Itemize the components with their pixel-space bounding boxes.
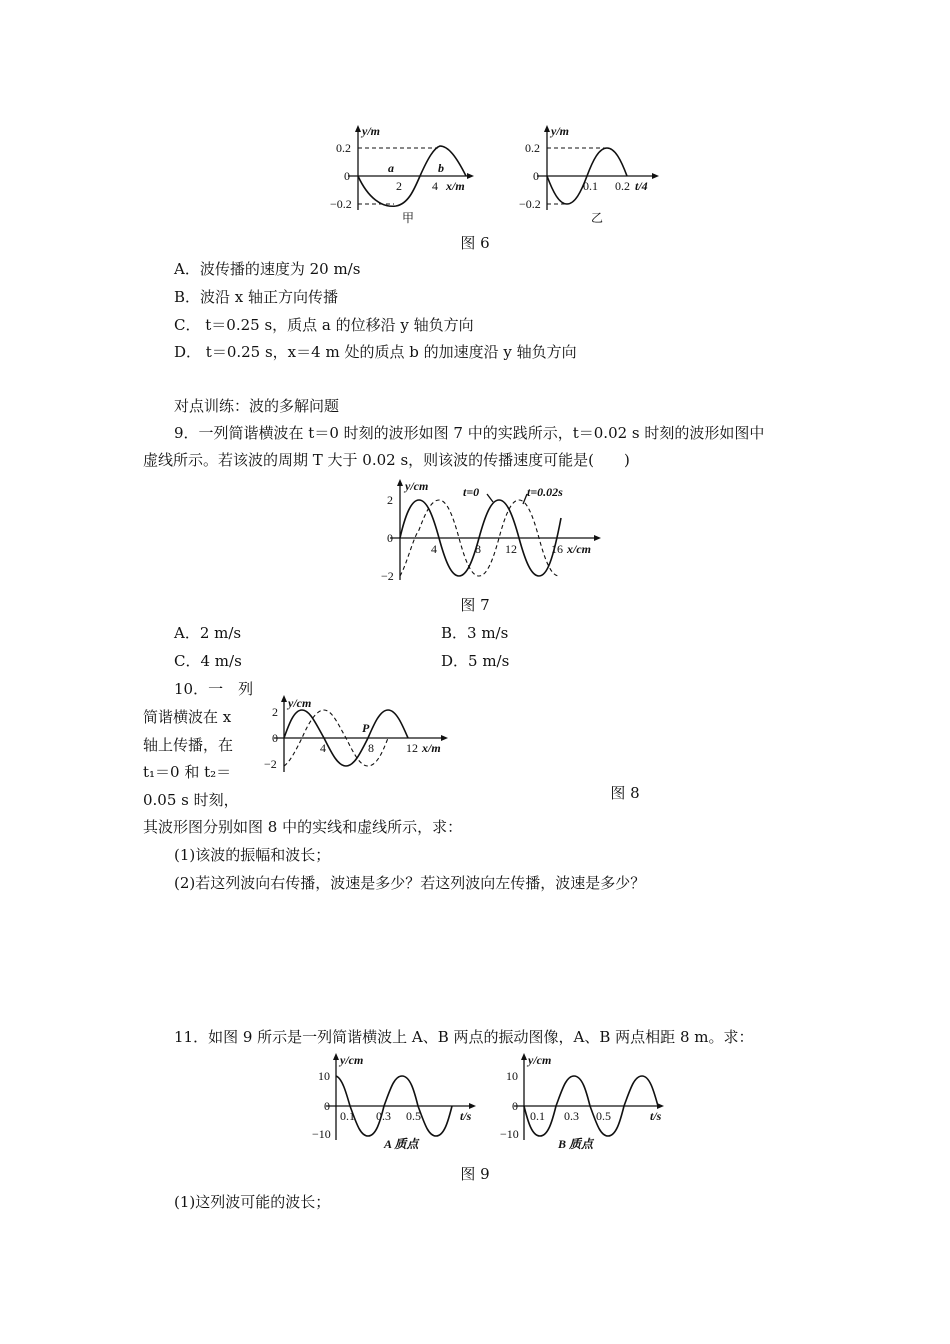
point-p-label: P: [362, 721, 370, 735]
graph-label-b: B 质点: [558, 1137, 594, 1151]
q10-stem-line-4: t₁＝0 和 t₂＝: [143, 763, 232, 781]
y-axis-label: y/cm: [405, 479, 429, 493]
y-top-label: 2: [272, 705, 278, 719]
graph-label-jia: 甲: [402, 211, 415, 225]
t-axis-label: t/4: [635, 179, 648, 193]
t-tick-0.3: 0.3: [564, 1109, 579, 1123]
y-zero-label: 0: [533, 169, 539, 183]
y-axis-label: y/m: [362, 124, 380, 138]
y-top-label: 0.2: [525, 141, 540, 155]
y-bottom-label: −10: [500, 1127, 519, 1141]
y-top-label: 10: [506, 1069, 518, 1083]
y-axis-label: y/cm: [288, 696, 312, 710]
x-tick-4: 4: [431, 542, 437, 556]
q10-stem-line-1: 10．一 列: [174, 680, 254, 698]
point-a-label: a: [388, 161, 394, 175]
y-bottom-label: −0.2: [519, 197, 541, 211]
y-zero-label: 0: [344, 169, 350, 183]
t-tick-0.3: 0.3: [376, 1109, 391, 1123]
figure-8-graph: [262, 694, 462, 776]
t-tick-0.1: 0.1: [340, 1109, 355, 1123]
section-title: 对点训练：波的多解问题: [174, 397, 340, 415]
t-tick-0.5: 0.5: [596, 1109, 611, 1123]
x-tick-8: 8: [368, 741, 374, 755]
y-zero-label: 0: [272, 731, 278, 745]
t-tick-0.2: 0.2: [615, 179, 630, 193]
q10-stem-line-2: 简谐横波在 x: [143, 708, 232, 726]
figure-9-a-graph: [312, 1052, 487, 1152]
x-tick-8: 8: [475, 542, 481, 556]
y-bottom-label: −10: [312, 1127, 331, 1141]
t-tick-0.1: 0.1: [530, 1109, 545, 1123]
q8-option-d: D． t＝0.25 s，x＝4 m 处的质点 b 的加速度沿 y 轴负方向: [174, 343, 577, 361]
x-tick-16: 16: [551, 542, 563, 556]
point-b-label: b: [438, 161, 444, 175]
q10-sub-question-1: (1)该波的振幅和波长；: [174, 846, 331, 864]
q10-sub-question-2: (2)若这列波向右传播，波速是多少？若这列波向左传播，波速是多少？: [174, 874, 646, 892]
x-axis-label: x/m: [422, 741, 441, 755]
graph-label-yi: 乙: [591, 211, 604, 225]
y-zero-label: 0: [324, 1099, 330, 1113]
q10-stem-line-3: 轴上传播，在: [143, 736, 234, 754]
figure-6-left-graph: [328, 122, 478, 227]
x-axis-label: x/m: [446, 179, 465, 193]
solid-curve-label: t=0: [463, 485, 480, 499]
q9-option-c: C．4 m/s: [174, 652, 242, 670]
q10-stem-line-6: 其波形图分别如图 8 中的实线和虚线所示，求：: [143, 818, 463, 836]
y-top-label: 2: [387, 493, 393, 507]
q9-option-d: D．5 m/s: [441, 652, 510, 670]
y-top-label: 10: [318, 1069, 330, 1083]
q8-option-a: A．波传播的速度为 20 m/s: [174, 260, 361, 278]
y-bottom-label: −2: [264, 757, 277, 771]
y-axis-label: y/cm: [528, 1053, 552, 1067]
q11-sub-question-1: (1)这列波可能的波长；: [174, 1193, 331, 1211]
q9-option-a: A．2 m/s: [174, 624, 242, 642]
graph-label-a: A 质点: [384, 1137, 419, 1151]
y-axis-label: y/m: [551, 124, 569, 138]
q8-option-c: C． t＝0.25 s，质点 a 的位移沿 y 轴负方向: [174, 316, 474, 334]
t-axis-label: t/s: [460, 1109, 472, 1123]
x-axis-label: x/cm: [567, 542, 591, 556]
x-tick-12: 12: [505, 542, 517, 556]
figure-9-caption: 图 9: [460, 1165, 490, 1183]
x-tick-4: 4: [320, 741, 326, 755]
y-top-label: 0.2: [336, 141, 351, 155]
y-axis-label: y/cm: [340, 1053, 364, 1067]
dashed-curve-label: t=0.02s: [527, 485, 563, 499]
q10-stem-line-5: 0.05 s 时刻，: [143, 791, 239, 809]
q8-option-b: B．波沿 x 轴正方向传播: [174, 288, 339, 306]
q9-stem-line-1: 9．一列简谐横波在 t＝0 时刻的波形如图 7 中的实践所示，t＝0.02 s 时刻的波形如图中: [174, 424, 765, 442]
t-tick-0.5: 0.5: [406, 1109, 421, 1123]
figure-6-right-graph: [515, 122, 665, 227]
x-tick-12: 12: [406, 741, 418, 755]
y-bottom-label: −2: [381, 569, 394, 583]
y-zero-label: 0: [387, 531, 393, 545]
figure-7-caption: 图 7: [460, 596, 490, 614]
figure-7-graph: [375, 478, 610, 588]
y-bottom-label: −0.2: [330, 197, 352, 211]
figure-8-caption: 图 8: [610, 784, 640, 802]
t-tick-0.1: 0.1: [583, 179, 598, 193]
x-tick-2: 2: [396, 179, 402, 193]
y-zero-label: 0: [512, 1099, 518, 1113]
q9-stem-line-2: 虚线所示。若该波的周期 T 大于 0.02 s，则该波的传播速度可能是( ): [143, 451, 630, 469]
figure-6-caption: 图 6: [460, 234, 490, 252]
q11-stem-line-1: 11．如图 9 所示是一列简谐横波上 A、B 两点的振动图像，A、B 两点相距 8 m。求：: [174, 1028, 754, 1046]
figure-9-b-graph: [500, 1052, 675, 1152]
x-tick-4: 4: [432, 179, 438, 193]
t-axis-label: t/s: [650, 1109, 662, 1123]
q9-option-b: B．3 m/s: [441, 624, 509, 642]
